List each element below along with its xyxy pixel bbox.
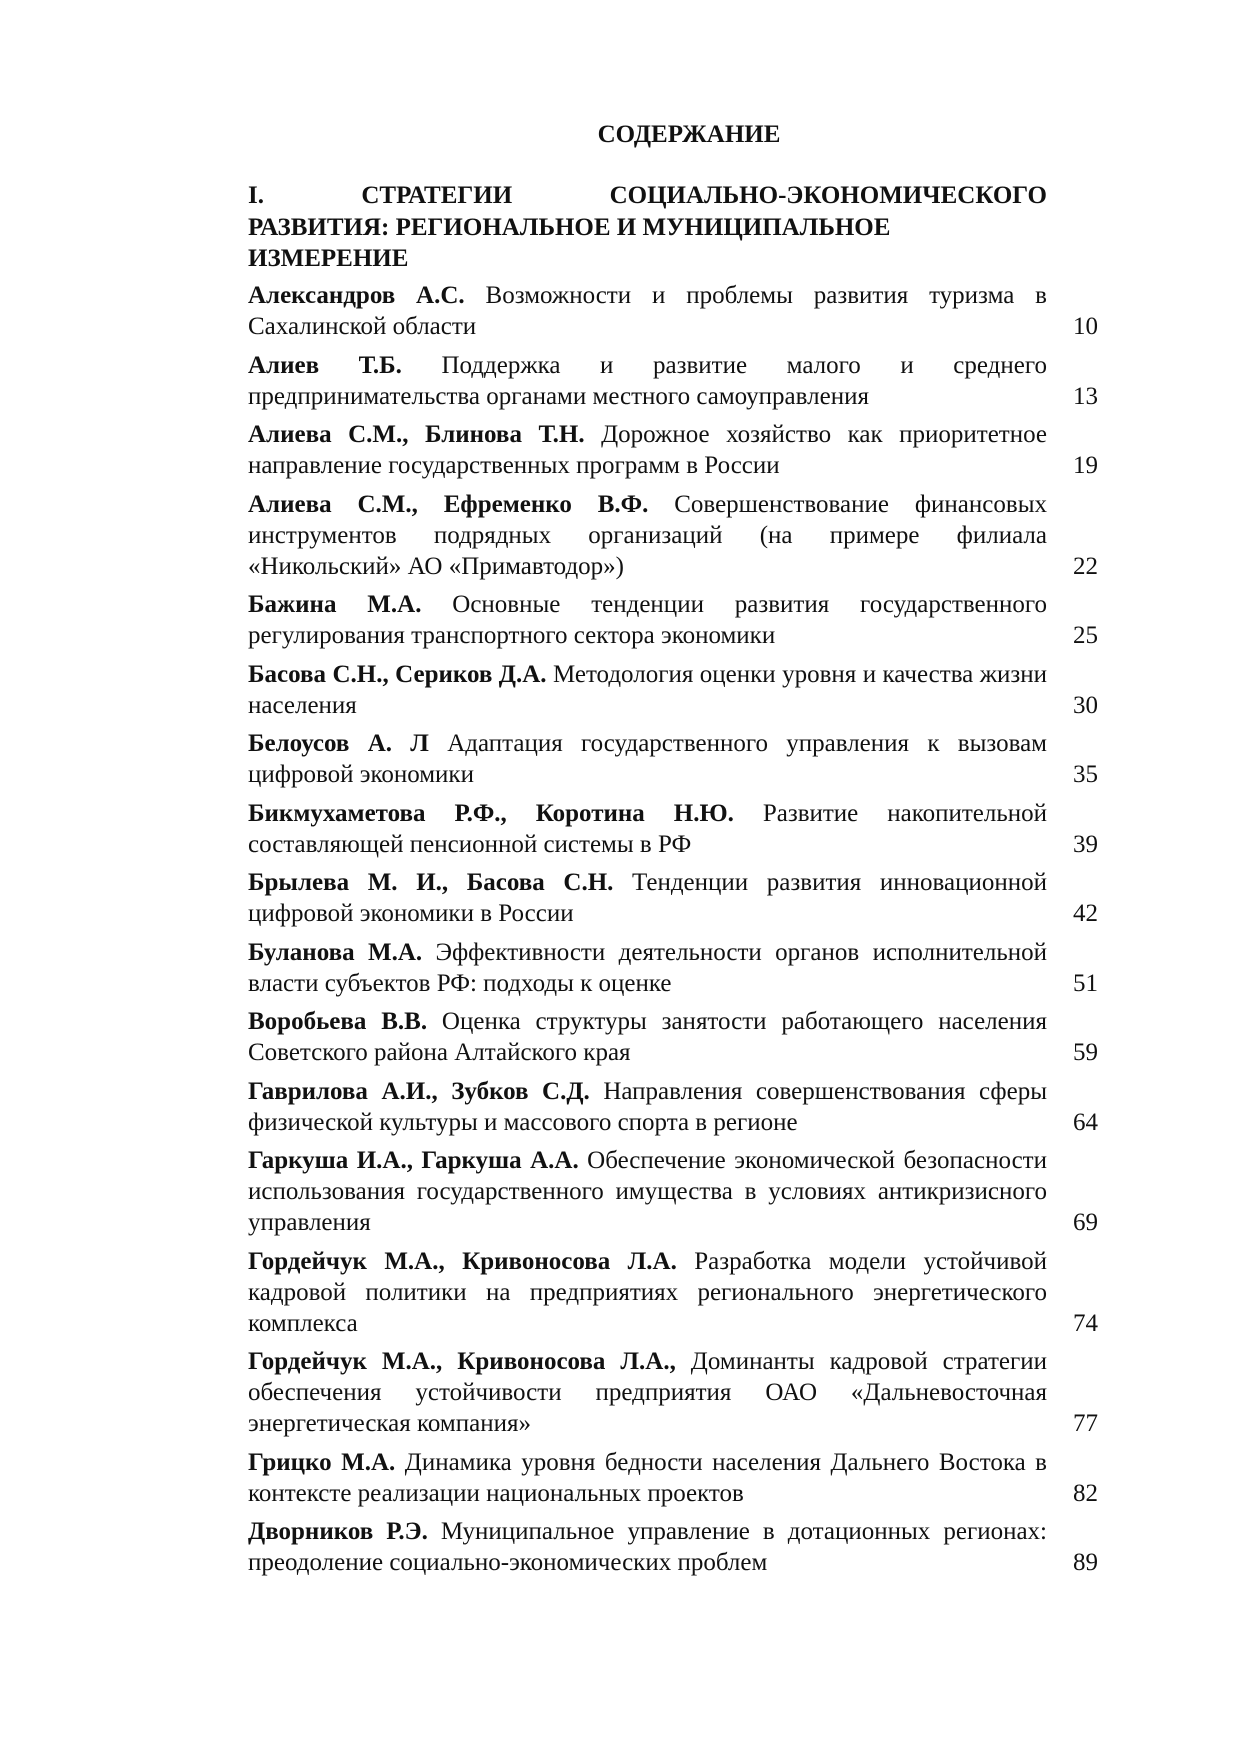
toc-entry-text xyxy=(248,489,1047,582)
toc-entry-author: Гордейчук М.А., Кривоносова Л.А., xyxy=(248,1348,676,1375)
toc-entry-page-number: 42 xyxy=(1073,900,1098,927)
toc-entry-page-number: 82 xyxy=(1073,1479,1098,1507)
toc-entry xyxy=(248,1076,1098,1138)
toc-entry-page-number: 22 xyxy=(1073,552,1098,580)
toc-entry-page-number: 19 xyxy=(1073,452,1098,479)
toc-entry xyxy=(248,589,1098,651)
toc-entry-text xyxy=(248,867,1047,929)
toc-entry-text xyxy=(248,1346,1047,1439)
toc-entry-text xyxy=(248,1076,1047,1138)
toc-entry xyxy=(248,350,1098,412)
section-heading-line: РАЗВИТИЯ: РЕГИОНАЛЬНОЕ И МУНИЦИПАЛЬНОЕ xyxy=(248,213,891,241)
toc-entry-page-number: 77 xyxy=(1073,1410,1098,1437)
toc-entry-text xyxy=(248,1145,1047,1238)
toc-entry xyxy=(248,798,1098,860)
toc-entry-page-number: 59 xyxy=(1073,1039,1098,1066)
toc-entry-title: Совершенствование финансовых инструментов подрядных организаций (на примере филиала «Никольский» АО «Примавтодор») xyxy=(248,490,1047,580)
toc-entry xyxy=(248,937,1098,999)
section-heading xyxy=(248,180,1047,275)
toc-entry-page-number: 69 xyxy=(1073,1209,1098,1236)
toc-entry-page-number: 64 xyxy=(1073,1108,1098,1136)
toc-entry-title: Адаптация государственного управления к вызовам цифровой экономики xyxy=(248,730,1047,788)
toc-entry-title: Разработка модели устойчивой кадровой политики на предприятиях регионального энергетического комплекса xyxy=(248,1247,1047,1337)
toc-entry-text xyxy=(248,1447,1047,1509)
section-heading-line: ИЗМЕРЕНИЕ xyxy=(248,245,409,272)
toc-entry-author: Алиева С.М., Ефременко В.Ф. xyxy=(248,490,649,518)
toc-entry-author: Гаркуша И.А., Гаркуша А.А. xyxy=(248,1147,579,1174)
toc-entry-title: Направления совершенствования сферы физической культуры и массового спорта в регионе xyxy=(248,1077,1047,1136)
toc-entry-title: Основные тенденции развития государственного регулирования транспортного сектора экономики xyxy=(248,591,1047,649)
toc-entry-title: Доминанты кадровой стратегии обеспечения устойчивости предприятия ОАО «Дальневосточная энергетическая компания» xyxy=(248,1348,1047,1437)
toc-entry-page-number: 51 xyxy=(1073,969,1098,997)
toc-entry-text xyxy=(248,350,1047,412)
toc-entry-title: Обеспечение экономической безопасности использования государственного имущества в условиях антикризисного управления xyxy=(248,1147,1047,1236)
toc-entry-page-number: 39 xyxy=(1073,830,1098,858)
toc-entry-author: Бажина М.А. xyxy=(248,591,422,618)
toc-entry-text xyxy=(248,937,1047,999)
toc-entry-page-number: 30 xyxy=(1073,691,1098,719)
toc-entry-text xyxy=(248,280,1047,342)
toc-entry-author: Белоусов А. Л xyxy=(248,730,429,757)
toc-entry-text xyxy=(248,659,1047,721)
toc-entry-page-number: 10 xyxy=(1073,313,1098,340)
toc-entry xyxy=(248,1346,1098,1439)
toc-entry-title: Динамика уровня бедности населения Дальнего Востока в контексте реализации национальных проектов xyxy=(248,1448,1047,1507)
toc-entry-author: Александров А.С. xyxy=(248,282,465,309)
toc-entry-author: Гаврилова А.И., Зубков С.Д. xyxy=(248,1077,590,1105)
toc-entry-author: Алиева С.М., Блинова Т.Н. xyxy=(248,421,585,448)
toc-entry-author: Дворников Р.Э. xyxy=(248,1518,428,1545)
toc-entry-title: Тенденции развития инновационной цифровой экономики в России xyxy=(248,869,1047,927)
toc-entry-page-number: 13 xyxy=(1073,382,1098,410)
toc-entry-author: Бикмухаметова Р.Ф., Коротина Н.Ю. xyxy=(248,799,734,827)
toc-entry xyxy=(248,489,1098,582)
toc-entry-text xyxy=(248,1006,1047,1068)
toc-entry-text xyxy=(248,798,1047,860)
toc-entry-text xyxy=(248,1516,1047,1578)
toc-entry-title: Развитие накопительной составляющей пенсионной системы в РФ xyxy=(248,799,1047,858)
toc-entry-author: Брылева М. И., Басова С.Н. xyxy=(248,869,614,896)
toc-entry xyxy=(248,1447,1098,1509)
toc-entry-author: Воробьева В.В. xyxy=(248,1008,428,1035)
toc-entry-author: Басова С.Н., Сериков Д.А. xyxy=(248,660,547,688)
toc-entry-text xyxy=(248,589,1047,651)
toc-entry xyxy=(248,1516,1098,1578)
toc-entry-title: Методология оценки уровня и качества жизни населения xyxy=(248,660,1047,719)
toc-entry xyxy=(248,1246,1098,1339)
toc-entry-page-number: 89 xyxy=(1073,1549,1098,1576)
toc-entry-title: Дорожное хозяйство как приоритетное направление государственных программ в России xyxy=(248,421,1047,479)
toc-entry xyxy=(248,419,1098,481)
toc-entry-page-number: 25 xyxy=(1073,622,1098,649)
toc-entry-title: Эффективности деятельности органов исполнительной власти субъектов РФ: подходы к оценке xyxy=(248,938,1047,997)
toc-entry-text xyxy=(248,419,1047,481)
toc-list xyxy=(248,280,1098,1586)
toc-entry xyxy=(248,1006,1098,1068)
toc-entry-text xyxy=(248,728,1047,790)
toc-entry-text xyxy=(248,1246,1047,1339)
toc-entry-author: Буланова М.А. xyxy=(248,938,423,966)
toc-entry-title: Муниципальное управление в дотационных регионах: преодоление социально-экономических проблем xyxy=(248,1518,1047,1576)
toc-entry xyxy=(248,280,1098,342)
toc-entry-title: Оценка структуры занятости работающего населения Советского района Алтайского края xyxy=(248,1008,1048,1066)
toc-entry xyxy=(248,867,1098,929)
toc-entry xyxy=(248,1145,1098,1238)
toc-entry-title: Поддержка и развитие малого и среднего предпринимательства органами местного самоуправления xyxy=(248,351,1047,410)
toc-entry-author: Гордейчук М.А., Кривоносова Л.А. xyxy=(248,1247,677,1275)
toc-entry-author: Алиев Т.Б. xyxy=(248,351,402,379)
toc-entry-page-number: 74 xyxy=(1073,1309,1098,1337)
document-title: СОДЕРЖАНИЕ xyxy=(597,121,781,148)
toc-entry xyxy=(248,659,1098,721)
toc-entry-page-number: 35 xyxy=(1073,761,1098,788)
toc-entry xyxy=(248,728,1098,790)
section-heading-line: I. СТРАТЕГИИ СОЦИАЛЬНО-ЭКОНОМИЧЕСКОГО xyxy=(248,182,1047,209)
toc-entry-author: Грицко М.А. xyxy=(248,1448,396,1476)
toc-entry-title: Возможности и проблемы развития туризма в Сахалинской области xyxy=(248,282,1047,340)
